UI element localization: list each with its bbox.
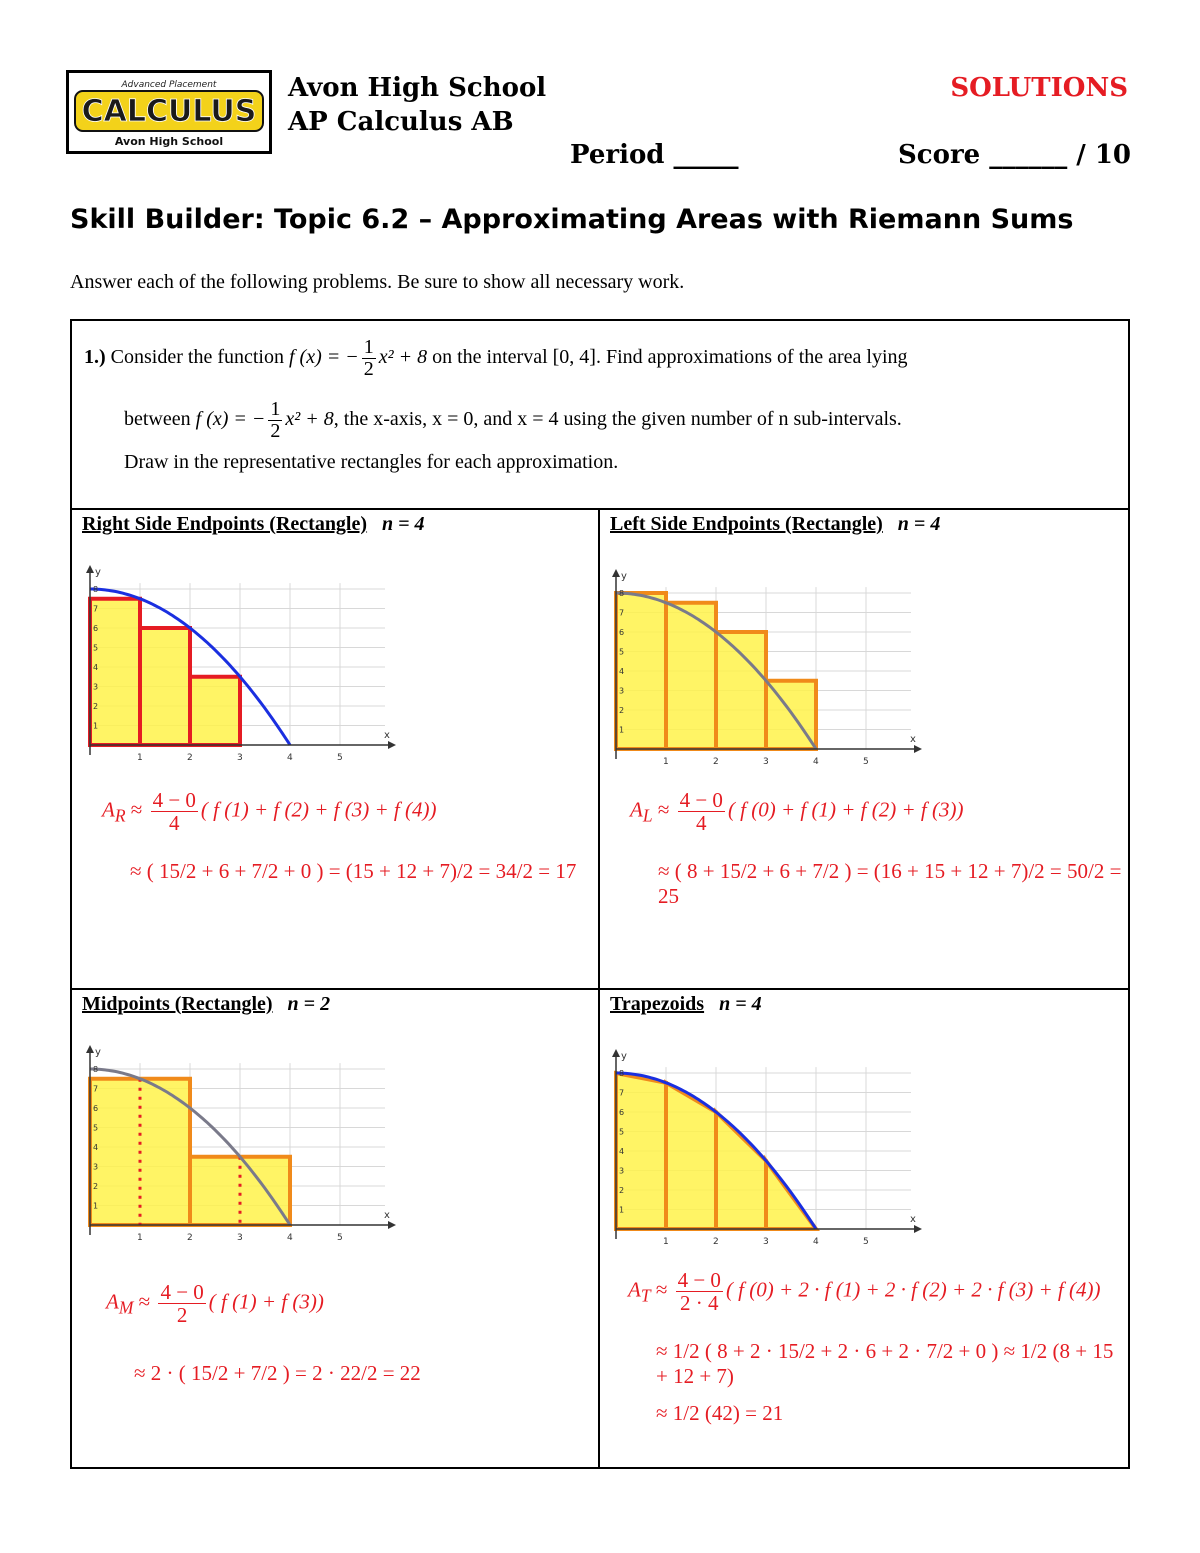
y-tick-label: 2 — [619, 1186, 625, 1195]
y-axis-label: y — [621, 571, 627, 582]
y-tick-label: 3 — [93, 1162, 99, 1172]
riemann-rectangle — [716, 632, 766, 749]
x-axis-label: x — [384, 730, 390, 741]
function-fraction-2: $\frac{1}{2}$ — [270, 398, 281, 442]
q2-title-row — [610, 513, 940, 536]
y-tick-label: 4 — [93, 663, 99, 672]
x-tick-label: 1 — [663, 1237, 669, 1247]
logo-sub-text: Avon High School — [114, 135, 224, 148]
y-tick-label: 7 — [619, 608, 625, 618]
x-axis-arrow — [388, 1221, 396, 1229]
y-tick-label: 6 — [619, 628, 625, 637]
problem-text-bounds: , the x-axis, x = 0, and x = 4 using the given number of n sub-intervals. — [333, 408, 902, 431]
q4-title: Trapezoids — [610, 993, 705, 1015]
x-axis-arrow — [388, 741, 396, 749]
graph-midpoints — [80, 1045, 400, 1245]
problem-text-between: between — [124, 408, 191, 431]
y-tick-label: 2 — [93, 702, 99, 711]
x-tick-label: 4 — [813, 1237, 819, 1247]
y-tick-label: 1 — [93, 1201, 99, 1211]
x-tick-label: 5 — [337, 753, 343, 763]
graph-trapezoids — [606, 1049, 926, 1249]
q2-work-line-2: ≈ ( 8 + 15/2 + 6 + 7/2 ) = (16 + 15 + 12 + 7)/2 = 50/2 = 25 — [658, 859, 1122, 908]
x-tick-label: 4 — [287, 753, 293, 763]
y-tick-label: 2 — [619, 706, 625, 715]
y-tick-label: 5 — [619, 647, 625, 657]
y-tick-label: 1 — [619, 1205, 625, 1215]
graph-left-endpoints — [606, 569, 926, 769]
y-tick-label: 1 — [619, 725, 625, 735]
y-tick-label: 3 — [93, 682, 99, 692]
q4-work-line-2: ≈ 1/2 ( 8 + 2 · 15/2 + 2 · 6 + 2 · 7/2 + 0 ) ≈ 1/2 (8 + 15 + 12 + 7) — [656, 1339, 1114, 1388]
x-axis-arrow — [914, 745, 922, 753]
function-rhs: x² + 8 — [378, 346, 428, 369]
q1-n: n = 4 — [382, 513, 425, 535]
y-tick-label: 8 — [619, 589, 625, 598]
y-axis-label: y — [95, 1047, 101, 1058]
x-tick-label: 3 — [237, 753, 243, 763]
x-tick-label: 5 — [863, 757, 869, 767]
x-axis-label: x — [910, 1214, 916, 1225]
y-tick-label: 5 — [93, 1123, 99, 1133]
solutions-label: SOLUTIONS — [950, 73, 1128, 103]
x-tick-label: 1 — [663, 757, 669, 767]
divider-top — [72, 508, 1128, 510]
trapezoid — [716, 1112, 766, 1229]
y-axis-arrow — [612, 569, 620, 577]
y-axis-label: y — [621, 1051, 627, 1062]
q3-title: Midpoints (Rectangle) — [82, 993, 273, 1015]
y-tick-label: 7 — [93, 1084, 99, 1094]
y-tick-label: 5 — [619, 1127, 625, 1137]
school-name: Avon High School — [288, 73, 547, 103]
problem-frame — [70, 319, 1130, 1469]
function-lhs: f (x) = − — [288, 346, 359, 369]
y-tick-label: 7 — [619, 1088, 625, 1098]
x-tick-label: 1 — [137, 1233, 143, 1243]
q4-work-line-1: $A_T$ ≈ $\frac{4 - 0}{2 \cdot 4}$ ( f (0) + 2 · f (1) + 2 · f (2) + 2 · f (3) + f (4)) — [628, 1268, 1101, 1316]
x-tick-label: 2 — [713, 757, 719, 767]
x-tick-label: 3 — [763, 1237, 769, 1247]
x-tick-label: 5 — [863, 1237, 869, 1247]
calculus-logo-graphic — [69, 73, 269, 151]
y-tick-label: 3 — [619, 1166, 625, 1176]
y-tick-label: 6 — [93, 624, 99, 633]
q1-title: Right Side Endpoints (Rectangle) — [82, 513, 368, 535]
q3-n: n = 2 — [287, 993, 331, 1015]
y-tick-label: 8 — [619, 1069, 625, 1078]
x-tick-label: 4 — [813, 757, 819, 767]
riemann-rectangle — [140, 628, 190, 745]
problem-line-1 — [84, 337, 908, 380]
x-tick-label: 4 — [287, 1233, 293, 1243]
y-tick-label: 4 — [619, 1147, 625, 1156]
instructions: Answer each of the following problems. Be sure to show all necessary work. — [70, 271, 685, 293]
score-field: Score ______ / 10 — [898, 140, 1132, 170]
y-tick-label: 8 — [93, 1065, 99, 1074]
q3-work-line-2: ≈ 2 · ( 15/2 + 7/2 ) = 2 · 22/2 = 22 — [134, 1361, 421, 1385]
function-rhs-2: x² + 8 — [285, 408, 334, 431]
logo-top-text: Advanced Placement — [121, 80, 217, 90]
y-axis-arrow — [86, 1045, 94, 1053]
page-title: Skill Builder: Topic 6.2 – Approximating Areas with Riemann Sums — [70, 204, 1074, 235]
period-field: Period _____ — [570, 140, 739, 170]
q1-title-row — [82, 513, 425, 536]
y-tick-label: 6 — [619, 1108, 625, 1117]
calculus-logo — [66, 70, 272, 154]
x-tick-label: 3 — [763, 757, 769, 767]
q4-n: n = 4 — [719, 993, 762, 1015]
q3-title-row — [82, 993, 330, 1016]
problem-line-3: Draw in the representative rectangles for each approximation. — [124, 451, 619, 473]
divider-vertical — [598, 509, 600, 1467]
x-axis-arrow — [914, 1225, 922, 1233]
y-tick-label: 1 — [93, 721, 99, 731]
y-tick-label: 3 — [619, 686, 625, 696]
problem-number: 1.) — [84, 346, 106, 369]
logo-main-text: CALCULUS — [81, 94, 257, 129]
q1-work-line-1: $A_R$ ≈ $\frac{4 - 0}{4}$ ( f (1) + f (2) + f (3) + f (4)) — [102, 788, 437, 836]
problem-line-2 — [124, 399, 902, 442]
x-tick-label: 2 — [187, 753, 193, 763]
divider-middle — [72, 988, 1128, 990]
x-tick-label: 2 — [713, 1237, 719, 1247]
y-tick-label: 6 — [93, 1104, 99, 1113]
x-tick-label: 3 — [237, 1233, 243, 1243]
q2-title: Left Side Endpoints (Rectangle) — [610, 513, 883, 535]
function-lhs-2: f (x) = − — [195, 408, 266, 431]
x-axis-label: x — [384, 1210, 390, 1221]
riemann-rectangle — [190, 677, 240, 745]
y-tick-label: 4 — [619, 667, 625, 676]
y-tick-label: 4 — [93, 1143, 99, 1152]
q2-work-line-1: $A_L$ ≈ $\frac{4 - 0}{4}$ ( f (0) + f (1) + f (2) + f (3)) — [630, 788, 964, 836]
function-fraction: $\frac{1}{2}$ — [363, 336, 374, 380]
y-axis-arrow — [86, 565, 94, 573]
y-tick-label: 7 — [93, 604, 99, 614]
q4-title-row — [610, 993, 762, 1016]
y-tick-label: 2 — [93, 1182, 99, 1191]
y-tick-label: 5 — [93, 643, 99, 653]
x-tick-label: 5 — [337, 1233, 343, 1243]
y-tick-label: 8 — [93, 585, 99, 594]
q2-n: n = 4 — [897, 513, 941, 535]
q4-work-line-3: ≈ 1/2 (42) = 21 — [656, 1401, 784, 1425]
q3-work-line-1: $A_M$ ≈ $\frac{4 - 0}{2}$ ( f (1) + f (3)) — [106, 1280, 324, 1328]
problem-text-consider: Consider the function — [110, 346, 284, 369]
x-tick-label: 2 — [187, 1233, 193, 1243]
q1-work-line-2: ≈ ( 15/2 + 6 + 7/2 + 0 ) = (15 + 12 + 7)/2 = 34/2 = 17 — [130, 859, 577, 883]
y-axis-arrow — [612, 1049, 620, 1057]
problem-text-interval: on the interval [0, 4]. Find approximations of the area lying — [432, 346, 908, 369]
x-axis-label: x — [910, 734, 916, 745]
x-tick-label: 1 — [137, 753, 143, 763]
course-name: AP Calculus AB — [288, 107, 514, 137]
graph-right-endpoints — [80, 565, 400, 765]
y-axis-label: y — [95, 567, 101, 578]
